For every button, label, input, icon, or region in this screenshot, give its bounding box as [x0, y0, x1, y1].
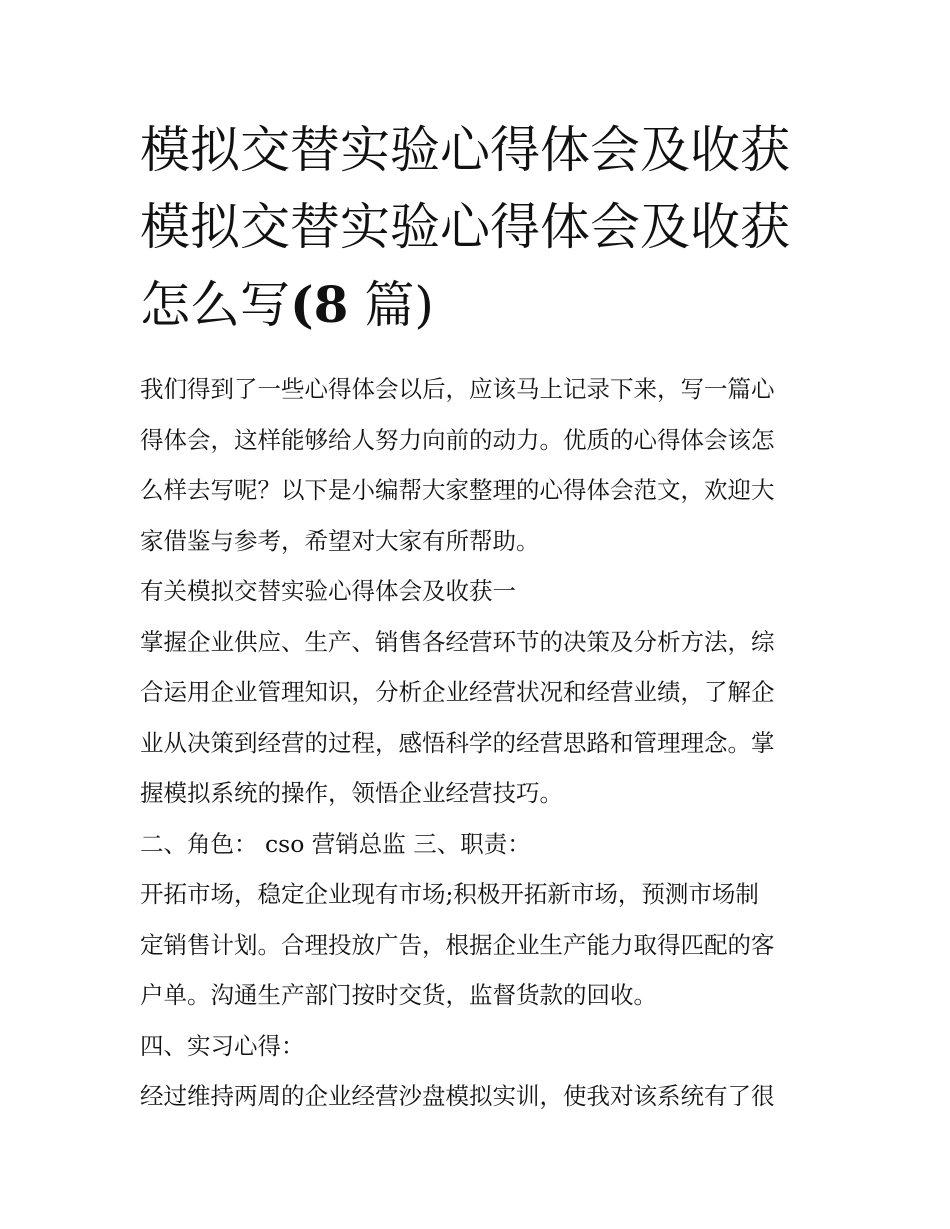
- intro-line-1: 我们得到了一些心得体会以后，应该马上记录下来，写一篇心: [140, 375, 775, 403]
- section1-paragraph: [140, 617, 812, 819]
- section1-line-3: 业从决策到经营的过程，感悟科学的经营思路和管理理念。掌: [140, 728, 775, 757]
- duty-line-3: 户单。沟通生产部门按时交货，监督货款的回收。: [140, 981, 657, 1009]
- section4-paragraph: [140, 1071, 812, 1122]
- intro-paragraph: [140, 364, 812, 566]
- section1-line-2: 合运用企业管理知识，分析企业经营状况和经营业绩，了解企: [140, 678, 775, 706]
- title-line-3-count: (8: [290, 275, 349, 334]
- section-heading-text: 有关模拟交替实验心得体会及收获一: [140, 577, 516, 605]
- document-title: [140, 112, 812, 344]
- intro-line-2: 得体会，这样能够给人努力向前的动力。优质的心得体会该怎: [140, 425, 775, 454]
- title-line-2: 模拟交替实验心得体会及收获: [140, 198, 790, 256]
- duty-line-2: 定销售计划。合理投放广告，根据企业生产能力取得匹配的客: [140, 930, 775, 959]
- role-line: 二、角色： cso 营销总监 三、职责：: [140, 829, 531, 858]
- section4-heading: [140, 1021, 812, 1072]
- document-page: [140, 112, 812, 1122]
- intro-line-4: 家借鉴与参考，希望对大家有所帮助。: [140, 526, 540, 555]
- duty-paragraph: [140, 869, 812, 1021]
- section-heading: [140, 566, 812, 617]
- intro-line-3: 么样去写呢？以下是小编帮大家整理的心得体会范文，欢迎大: [140, 476, 775, 504]
- section1-line-4: 握模拟系统的操作，领悟企业经营技巧。: [140, 779, 563, 807]
- title-line-3: [140, 266, 812, 344]
- title-line-3-suffix: 篇): [364, 276, 434, 334]
- title-line-3-text: 怎么写: [140, 276, 290, 334]
- section1-line-1: 掌握企业供应、生产、销售各经营环节的决策及分析方法，综: [140, 627, 775, 656]
- section4-heading-text: 四、实习心得：: [140, 1031, 305, 1060]
- section4-line-1: 经过维持两周的企业经营沙盘模拟实训，使我对该系统有了很: [140, 1082, 775, 1110]
- role-paragraph: [140, 819, 812, 870]
- title-line-1: 模拟交替实验心得体会及收获: [140, 121, 790, 179]
- duty-line-1: 开拓市场，稳定企业现有市场;积极开拓新市场，预测市场制: [140, 880, 759, 908]
